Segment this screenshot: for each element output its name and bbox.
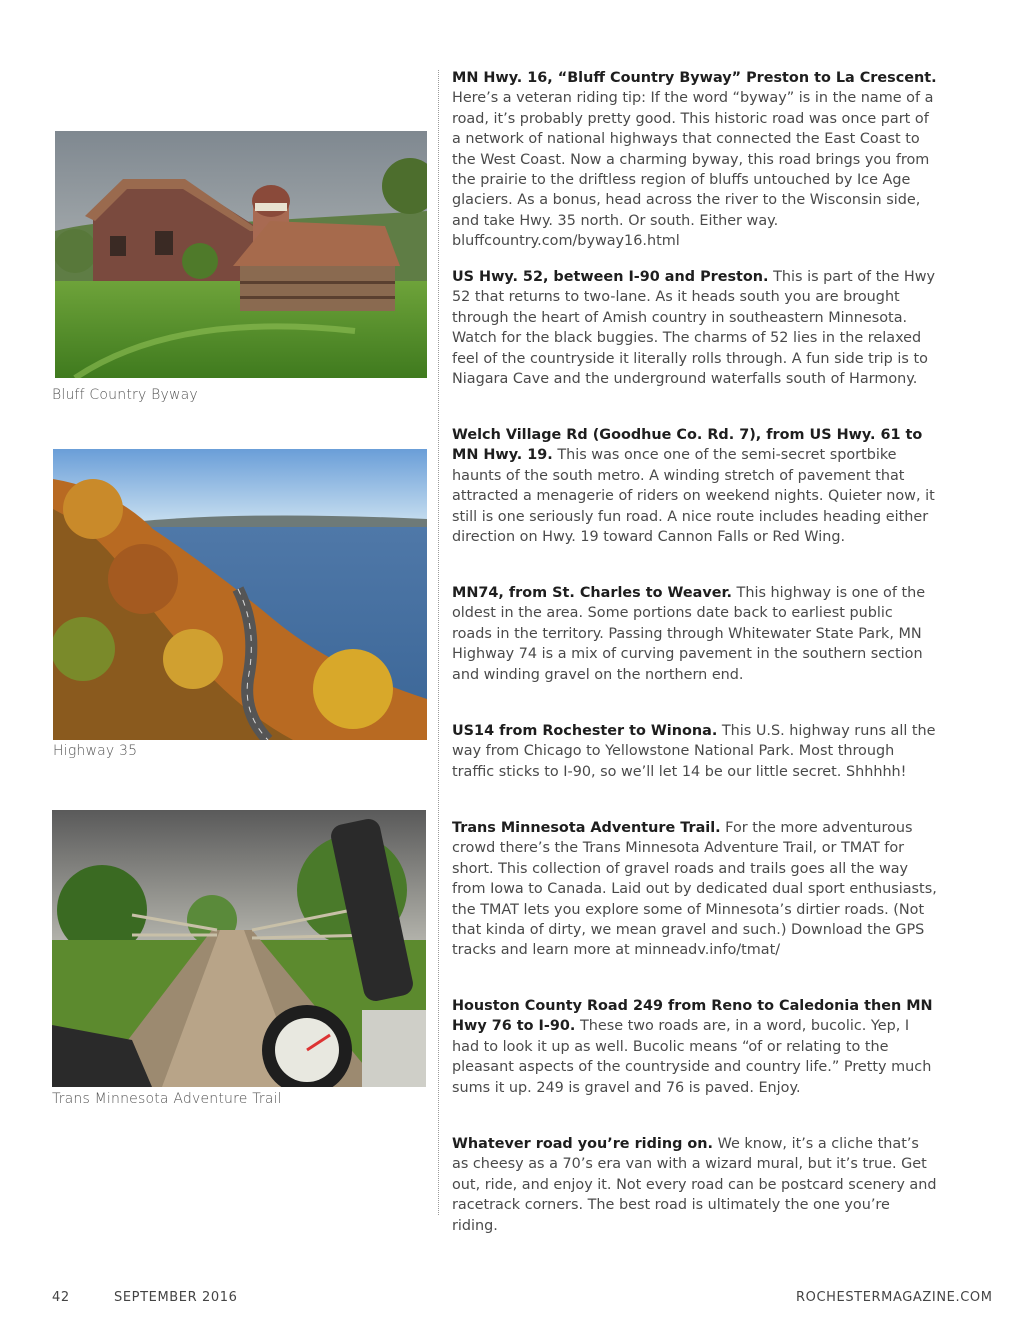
entry-heading: Trans Minnesota Adventure Trail.: [452, 820, 721, 836]
road-entry: [452, 583, 937, 685]
photo-caption: Trans Minnesota Adventure Trail: [52, 1091, 282, 1107]
road-entry: [452, 818, 937, 961]
road-entry: [452, 68, 937, 252]
entry-heading: US Hwy. 52, between I-90 and Preston.: [452, 269, 769, 285]
issue-date: SEPTEMBER 2016: [114, 1290, 238, 1305]
entry-body: This was once one of the semi-secret sportbike haunts of the south metro. A winding stretch of pavement that attracted a menagerie of riders on weekend nights. Quieter now, it still is one seriously fun road. A nice route includes heading either direction on Hwy. 19 toward Cannon Falls or Red Wing.: [452, 447, 935, 546]
column-divider: [438, 70, 439, 1215]
entry-body: For the more adventurous crowd there’s the Trans Minnesota Adventure Trail, or TMAT for short. This collection of gravel roads and trails goes all the way from Iowa to Canada. Laid out by dedicated dual sport enthusiasts, the TMAT lets you explore some of Minnesota’s dirtier roads. (Not that kinda of dirty, we mean gravel and such.) Download the GPS tracks and learn more at minneadv.info/tmat/: [452, 820, 937, 959]
photo-trans-minnesota-adventure-trail: [52, 810, 426, 1087]
entry-body: We know, it’s a cliche that’s as cheesy as a 70’s era van with a wizard mural, but it’s true. Get out, ride, and enjoy it. Not every road can be postcard scenery and racetrack corners. The best road is ultimately the one you’re riding.: [452, 1136, 937, 1234]
road-entry: [452, 721, 937, 782]
entry-heading: MN Hwy. 16, “Bluff Country Byway” Preston to La Crescent.: [452, 70, 937, 86]
entry-body: Here’s a veteran riding tip: If the word “byway” is in the name of a road, it’s probably pretty good. This historic road was once part of a network of national highways that connected the East Coast to the West Coast. Now a charming byway, this road brings you from the prairie to the driftless region of bluffs untouched by Ice Age glaciers. As a bonus, head across the river to the Wisconsin side, and take Hwy. 35 north. Or south. Either way. bluffcountry.com/byway16.html: [452, 90, 934, 250]
entry-heading: Houston County Road 249 from Reno to Caledonia then MN Hwy 76 to I-90.: [452, 998, 933, 1035]
entry-body: This U.S. highway runs all the way from Chicago to Yellowstone National Park. Most through traffic sticks to I-90, so we’ll let 14 be our little secret. Shhhhh!: [452, 723, 936, 780]
photo-highway-35: [53, 449, 427, 740]
photo-caption: Highway 35: [53, 743, 138, 759]
entry-heading: Whatever road you’re riding on.: [452, 1136, 713, 1152]
entry-body: These two roads are, in a word, bucolic. Yep, I had to look it up as well. Bucolic means “of or relating to the pleasant aspects of the countryside and country life.” Pretty much sums it up. 249 is gravel and 76 is paved. Enjoy.: [452, 1018, 932, 1096]
website-link[interactable]: ROCHESTERMAGAZINE.COM: [796, 1290, 993, 1305]
entry-body: This highway is one of the oldest in the area. Some portions date back to earliest public roads in the territory. Passing through Whitewater State Park, MN Highway 74 is a mix of curving pavement in the southern section and winding gravel on the northern end.: [452, 585, 926, 683]
page-number: 42: [52, 1290, 70, 1305]
photo-bluff-country-byway: [55, 131, 427, 378]
entry-body: This is part of the Hwy 52 that returns to two-lane. As it heads south you are brought through the heart of Amish country in southeastern Minnesota. Watch for the black buggies. The charms of 52 lies in the relaxed feel of the countryside it literally rolls through. A fun side trip is to Niagara Cave and the underground waterfalls south of Harmony.: [452, 269, 935, 388]
road-entry: [452, 1134, 937, 1236]
entry-heading: US14 from Rochester to Winona.: [452, 723, 718, 739]
road-entry: [452, 267, 937, 389]
entry-heading: Welch Village Rd (Goodhue Co. Rd. 7), from US Hwy. 61 to MN Hwy. 19.: [452, 427, 923, 464]
road-entry: [452, 425, 937, 547]
photo-caption: Bluff Country Byway: [52, 387, 198, 403]
road-entry: [452, 996, 937, 1098]
entry-heading: MN74, from St. Charles to Weaver.: [452, 585, 732, 601]
